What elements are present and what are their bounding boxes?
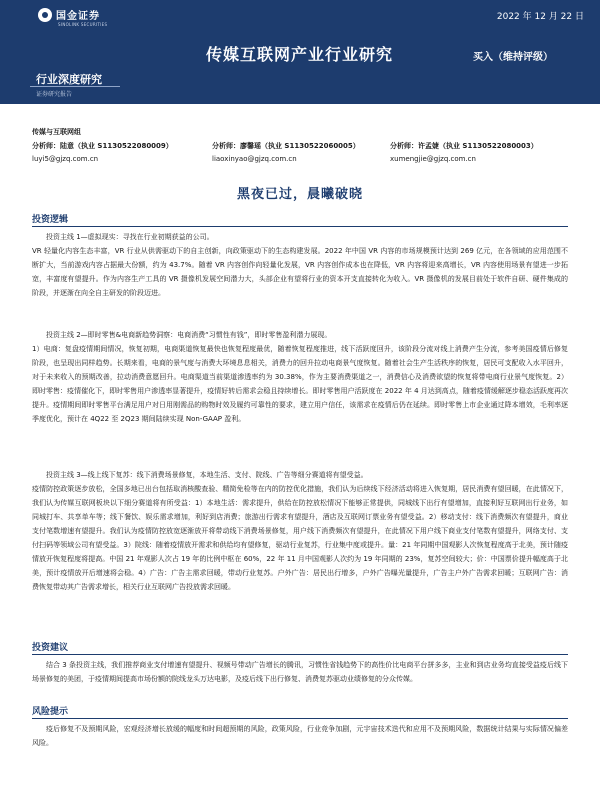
section-title-risk: 风险提示: [32, 707, 69, 717]
report-tag: 证券研究报告: [36, 91, 73, 98]
analyst-name: 分析师：廖馨瑶（执业 S1130522060005）: [212, 142, 360, 150]
report-type: 行业深度研究: [36, 73, 102, 86]
analyst-1: [32, 141, 173, 163]
logic-paragraph-5: [32, 468, 568, 482]
brand-logo: [38, 7, 100, 22]
analyst-name: 分析师：许孟婕（执业 S1130522080003）: [390, 142, 538, 150]
section-title-logic: 投资逻辑: [32, 215, 69, 225]
section-divider: [32, 654, 568, 655]
logic-paragraph-6: 疫情防控政策逐步放松，全国多地已出台包括取消核酸查验、精简免检等在内的防控优化措施，我们认为后续线下经济活动将进入恢复期，居民消费有望回暖，在此情况下，我们认为传媒互联网板块以下细分赛道将有所受益：1）本地生活：需求提升，供给在防控放松情况下能够正常提供，同城线下出行有望增加，直接利好互联网出行业务，如同城打车、共享单车等；线下餐饮、娱乐需求增加，利好到店消费；旅游出行需求有望提升，酒店及互联网订票业务有望受益。2）移动支付：线下消费频次有望提升，商业支付笔数增速有望提升。我们认为疫情防控放宽逐渐放开将带动线下消费场景修复，用户线下消费频次有望提升，在此情况下用户线下商业支付笔数有望提升，网络支付、支付扫码等领域公司有望受益。3）院线：随着疫情放开需求和供给均有望修复，驱动行业复苏，行业集中度或提升。量：21 年同期中国观影人次恢复程度高于北美，预计随疫情放开恢复程度将提高。中国 21 年观影人次占 19 年的比例中枢在 60%，22 年 11 月中国观影人次约为 19 年同期的 23%，复苏空间较大；价：中国票价提升幅度高于北美，预计疫情放开后增速将会稳。4）广告：广告主需求回暖，带动行业复苏。户外广告：居民出行增多，户外广告曝光量提升，广告主户外广告需求回暖；互联网广告：消费恢复带动其广告需求增长，相关行业互联网广告投放需求回暖。: [32, 485, 568, 591]
brand-logo-icon: [38, 8, 52, 22]
rating-badge: 买入（维持评级）: [473, 52, 553, 63]
report-subtitle: 黑夜已过，晨曦破晓: [236, 187, 363, 202]
logic-paragraph-3: [32, 328, 568, 342]
analyst-3: [390, 141, 538, 163]
logic-main-1: 投资主线 1—虚拟现实：寻找在行业初期获益的公司。: [46, 233, 214, 241]
logic-main-3: 投资主线 3—线上线下复苏：线下消费场景修复，本地生活、支付、院线、广告等细分赛道将有望受益。: [46, 471, 368, 479]
brand-name: 国金证券: [56, 11, 100, 22]
logic-main-2: 投资主线 2—即时零售&电商新趋势洞察：电商消费“习惯性有钱”，即时零售盈利潜力展现。: [46, 331, 332, 339]
logic-paragraph-2: VR 轻量化内容生态丰富，VR 行业从供需驱动下的自主创新，向政策驱动下的生态构建发展。2022 年中国 VR 内容的市场规模预计达到 269 亿元，在各领域的应用范围不断扩大，当前游戏内容占据最大份额，约为 43.7%。随着 VR 内容创作向轻量化发展，VR 内容创作成本也在降低，VR 内容将迎来高增长，VR 内容使用场景有望进一步拓宽，丰富度有望提升。作为内容生产工具的 VR 摄像机发展空间潜力大，头部企业有望将行业的资本开支直接转化为收入。VR 摄像机的发展目前处于软件自研、硬件集成的阶段，并逐渐在向全自主研发的阶段迈进。: [32, 247, 568, 297]
section-divider: [32, 718, 568, 719]
analyst-name: 分析师：陆意（执业 S1130522080009）: [32, 142, 173, 150]
report-header: [0, 0, 600, 104]
analyst-email[interactable]: luyi5@gjzq.com.cn: [32, 155, 99, 163]
analyst-email[interactable]: xumengjie@gjzq.com.cn: [390, 155, 476, 163]
risk-paragraph: 疫后修复不及预期风险，宏观经济增长放缓的幅度和时间超预期的风险，政策风险，行业竞争加剧，元宇宙技术迭代和应用不及预期风险，数据统计结果与实际情况偏差风险。: [32, 725, 568, 747]
section-title-advice: 投资建议: [32, 643, 69, 653]
analyst-email[interactable]: liaoxinyao@gjzq.com.cn: [212, 155, 297, 163]
industry-group: 传媒与互联网组: [32, 128, 81, 136]
section-divider: [32, 226, 568, 227]
report-date: 2022 年 12 月 22 日: [496, 12, 584, 22]
analyst-2: [212, 141, 360, 163]
advice-paragraph: 结合 3 条投资主线，我们推荐商业支付增速有望提升、视频号带动广告增长的腾讯，习惯性省钱趋势下的高性价比电商平台拼多多，主业和到店业务均直接受益疫后线下场景修复的美团，于疫情期间提高市场份额的院线龙头万达电影，及疫后线下出行修复、消费复苏驱动业绩修复的分众传媒。: [32, 661, 568, 683]
logic-paragraph-4: 1）电商：复盘疫情期间情况，恢复初期，电商渠道恢复最快也恢复程度最优，随着恢复程度推进，线下活跃度回升，该阶段分流对线上消费产生分流，参考美国疫情后修复阶段，也呈现出同样趋势。长期来看，电商的景气度与消费大环境息息相关，消费力的回升拉动电商景气度恢复。随着社会生产生活秩序的恢复，居民可支配收入水平回升，对于未来收入的预期改善，拉动消费意愿回升。电商渠道当前渠道渗透率约为 30.38%，作为主要消费渠道之一，消费信心及消费欲望的恢复将带电商行业景气度恢复。2）即时零售：疫情催化下，即时零售用户渗透率显著提升，疫情好转后需求会稳且持续增长。即时零售用户活跃度在 2022 年 4 月达到高点，随着疫情缓解逐步稳态活跃度再次提升。疫情期间即时零售平台满足用户对日用刚需品的购物时效及履约可靠性的要求，建立用户信任，该需求在疫情后仍在延续。即时零售上市企业通过降本增效，毛利率逐季度优化，预计在 4Q22 至 2Q23 期间陆续实现 Non-GAAP 盈利。: [32, 345, 568, 423]
report-title: 传媒互联网产业行业研究: [206, 45, 394, 64]
brand-subname: SINOLINK SECURITIES: [58, 22, 108, 27]
logic-paragraph-1: [32, 230, 568, 244]
